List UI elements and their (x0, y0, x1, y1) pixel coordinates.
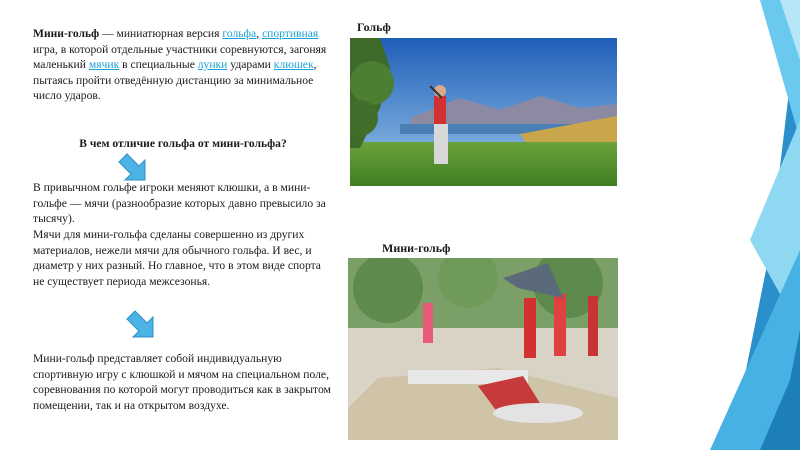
arrow-down-right-icon (123, 307, 159, 343)
decorative-shapes (610, 0, 800, 450)
golf-caption: Гольф (357, 20, 391, 34)
intro-text-4: в специальные (119, 58, 198, 71)
difference-text-1: В привычном гольфе игроки меняют клюшки, а в мини-гольфе — мячи (разнообразие которых давно превысило за тысячу). (33, 181, 326, 225)
intro-text-2: , (256, 27, 262, 40)
link-holes[interactable]: лунки (197, 58, 228, 71)
intro-text-3: игра, в которой отдельные участники соревнуются, загоняя маленький (33, 42, 327, 71)
link-ball[interactable]: мячик (88, 58, 120, 71)
intro-paragraph (33, 26, 333, 104)
link-sport[interactable]: спортивная (262, 27, 319, 40)
difference-text-2: Мячи для мини-гольфа сделаны совершенно из других материалов, нежели мячи для обычного гольфа. И вес, и диаметр у них разный. Но главное, что в этом виде спорта не существует периода межсезонья. (33, 228, 321, 288)
golf-photo (350, 38, 617, 186)
intro-text-1: — миниатюрная версия (99, 27, 223, 40)
question-heading: В чем отличие гольфа от мини-гольфа? (79, 137, 287, 150)
link-golf[interactable]: гольфа (222, 27, 257, 40)
conclusion-text: Мини-гольф представляет собой индивидуальную спортивную игру с клюшкой и мячом на специальном поле, соревнования по которой могут проводиться как в закрытом помещении, так и на открытом воздухе. (33, 352, 331, 412)
intro-term: Мини-гольф (33, 27, 100, 40)
intro-text-5: ударами (227, 58, 274, 71)
minigolf-photo (348, 258, 618, 440)
intro-text-6: , пытаясь пройти отведённую дистанцию за минимальное число ударов. (33, 58, 317, 102)
minigolf-caption: Мини-гольф (382, 241, 451, 255)
link-clubs[interactable]: клюшек (273, 58, 314, 71)
